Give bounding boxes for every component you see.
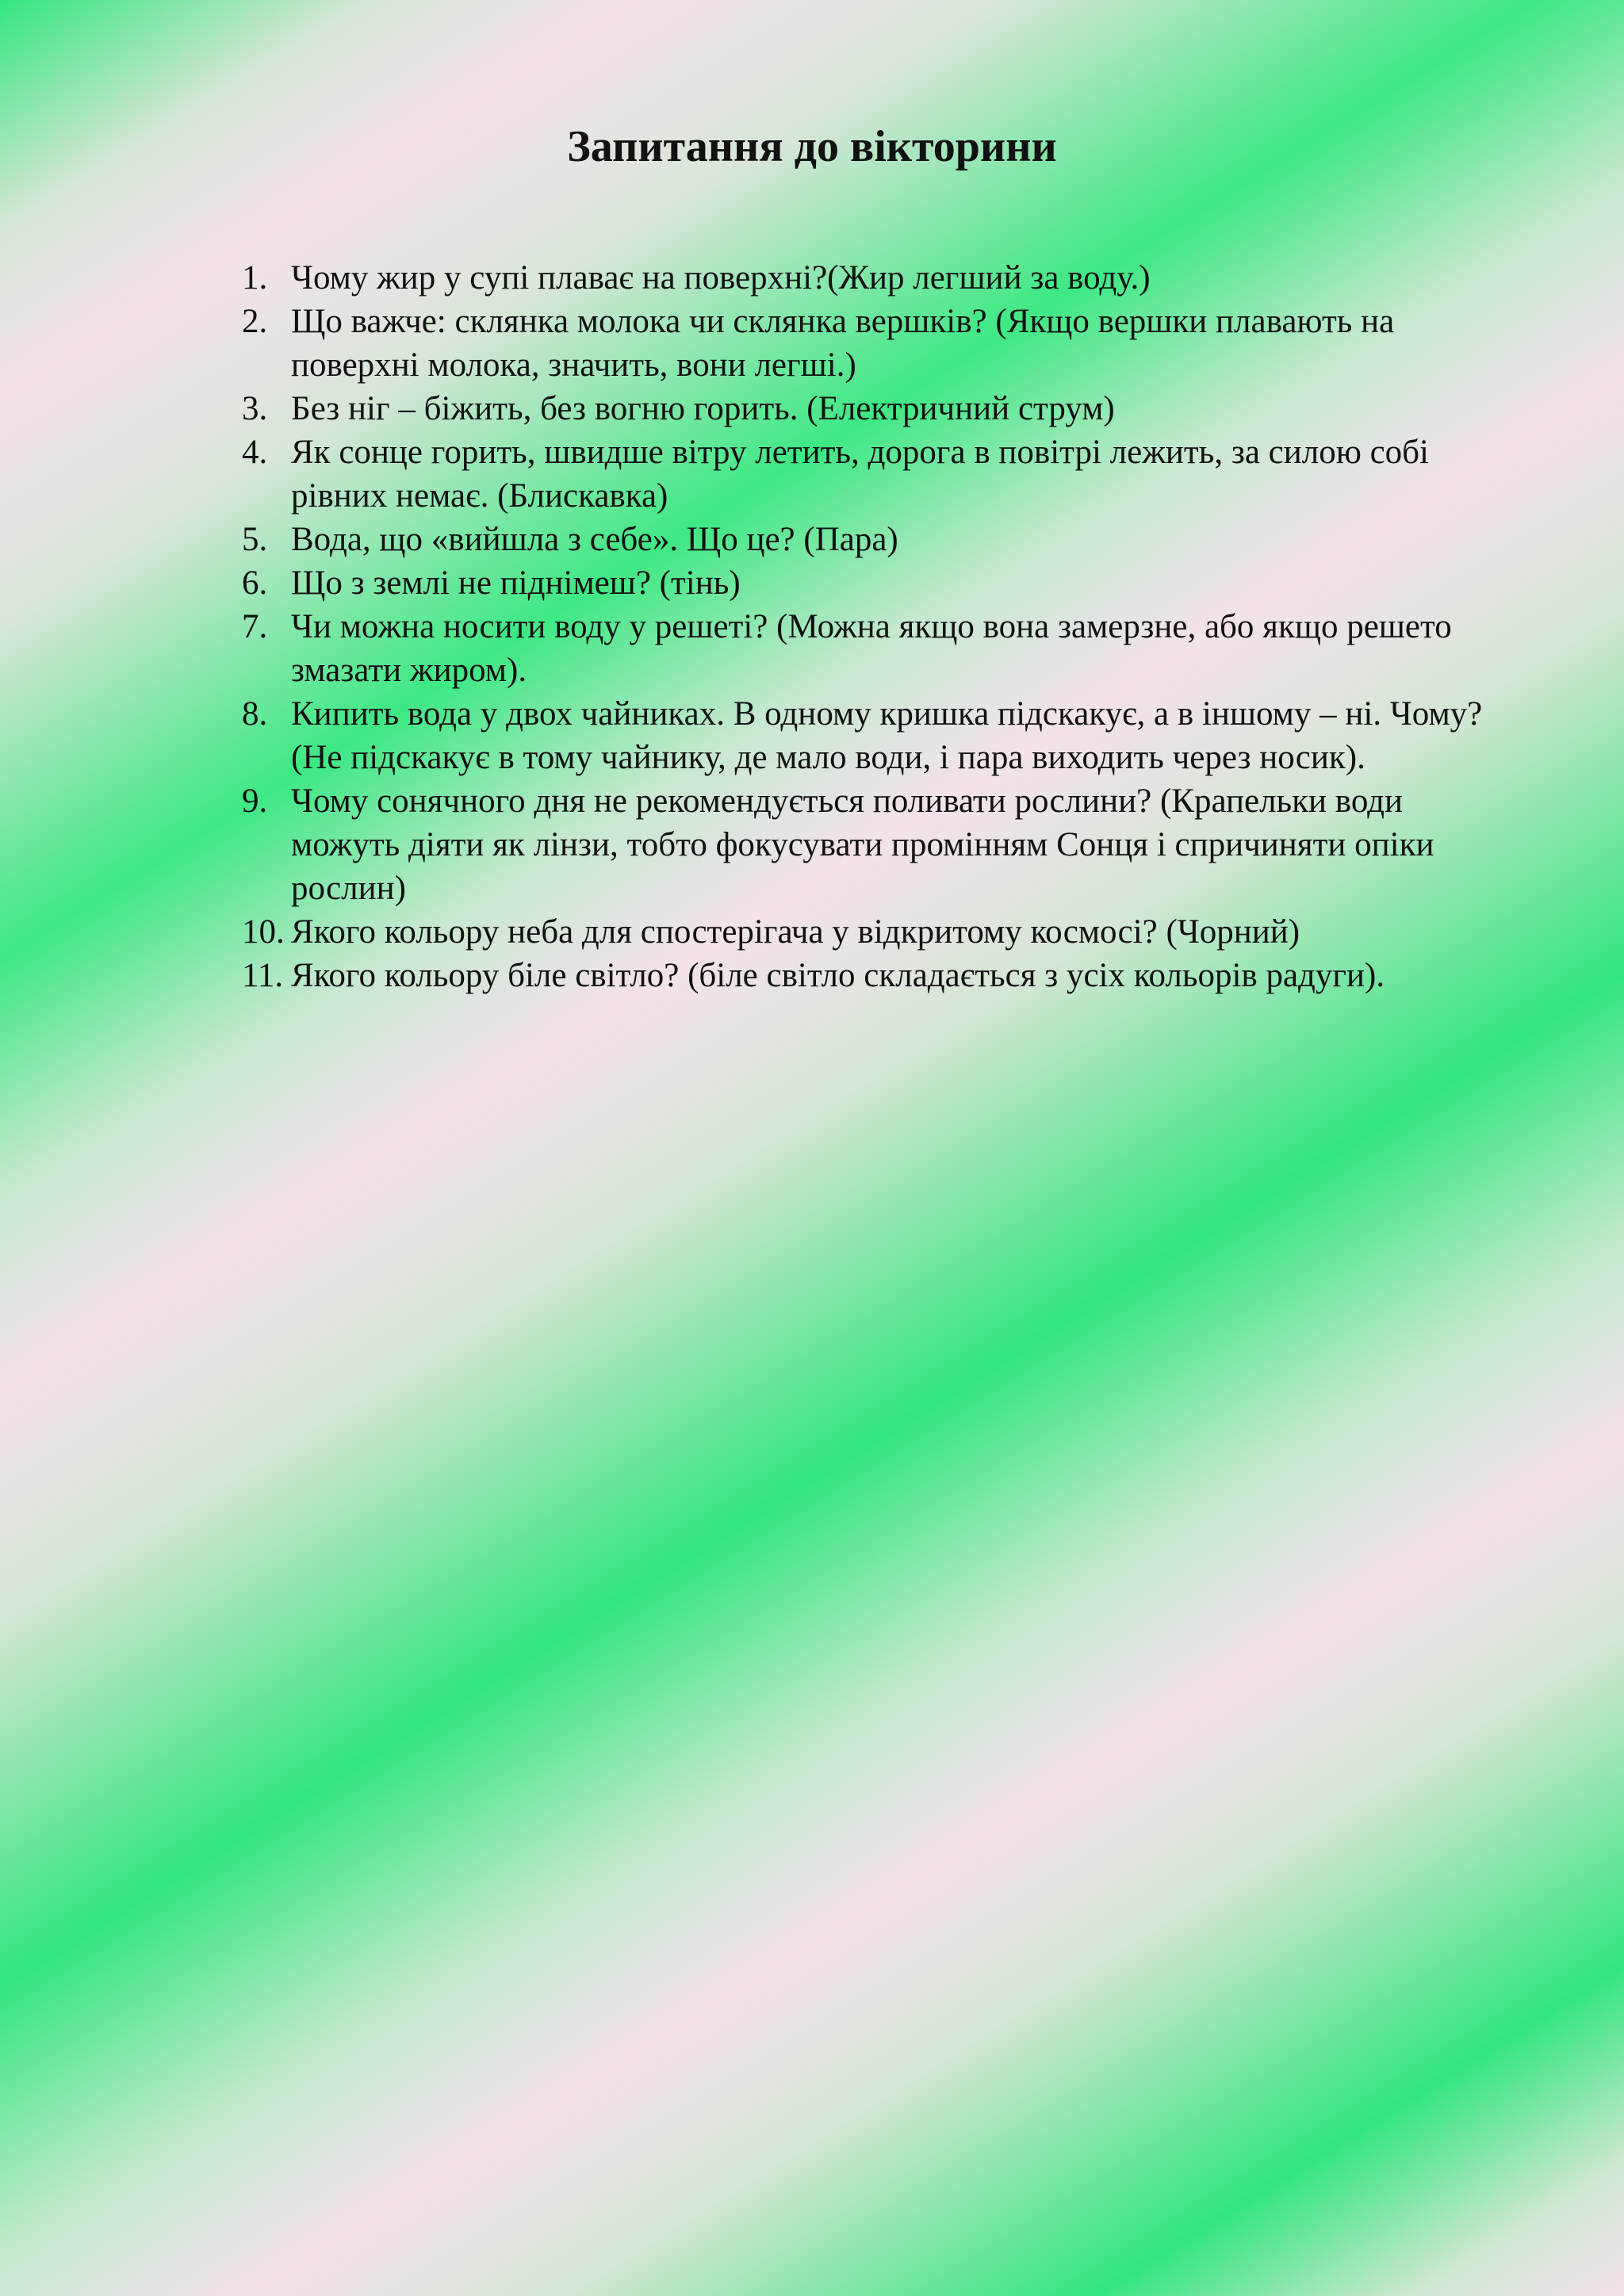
question-text: Як сонце горить, швидше вітру летить, дорога в повітрі лежить, за силою собі рівних немає. (Блискавка)	[291, 434, 1429, 515]
item-number: 11.	[242, 957, 284, 994]
question-text: Вода, що «вийшла з себе». Що це? (Пара)	[291, 521, 898, 558]
question-list	[242, 256, 1511, 997]
question-text: Чи можна носити воду у решеті? (Можна якщо вона замерзне, або якщо решето змазати жиром).	[291, 608, 1452, 689]
list-item	[242, 518, 1511, 561]
item-number: 10.	[242, 913, 285, 951]
question-text: Якого кольору біле світло? (біле світло складається з усіх кольорів радуги).	[291, 957, 1385, 994]
list-item	[242, 430, 1511, 518]
list-item	[242, 910, 1511, 954]
list-item	[242, 954, 1511, 997]
list-item	[242, 300, 1511, 387]
list-item	[242, 605, 1511, 692]
item-number: 4.	[242, 434, 268, 471]
question-text: Якого кольору неба для спостерігача у відкритому космосі? (Чорний)	[291, 913, 1300, 951]
list-item	[242, 779, 1511, 910]
page-title: Запитання до вікторини	[567, 122, 1057, 171]
item-number: 6.	[242, 564, 268, 602]
question-text: Що важче: склянка молока чи склянка вершків? (Якщо вершки плавають на поверхні молока, значить, вони легші.)	[291, 303, 1395, 384]
question-text: Кипить вода у двох чайниках. В одному кришка підскакує, а в іншому – ні. Чому? (Не підскакує в тому чайнику, де мало води, і пара виходить через носик).	[291, 695, 1483, 776]
question-text: Чому жир у супі плаває на поверхні?(Жир легший за воду.)	[291, 259, 1151, 297]
item-number: 5.	[242, 521, 268, 558]
list-item	[242, 561, 1511, 605]
list-item	[242, 256, 1511, 300]
item-number: 2.	[242, 303, 268, 340]
list-item	[242, 692, 1511, 779]
item-number: 3.	[242, 390, 268, 427]
item-number: 8.	[242, 695, 268, 733]
question-text: Без ніг – біжить, без вогню горить. (Електричний струм)	[291, 390, 1115, 427]
list-item	[242, 387, 1511, 430]
question-text: Чому сонячного дня не рекомендується поливати рослини? (Крапельки води можуть діяти як лінзи, тобто фокусувати промінням Сонця і спричиняти опіки рослин)	[291, 783, 1434, 907]
question-text: Що з землі не піднімеш? (тінь)	[291, 564, 741, 602]
item-number: 9.	[242, 783, 268, 820]
item-number: 1.	[242, 259, 268, 297]
item-number: 7.	[242, 608, 268, 645]
